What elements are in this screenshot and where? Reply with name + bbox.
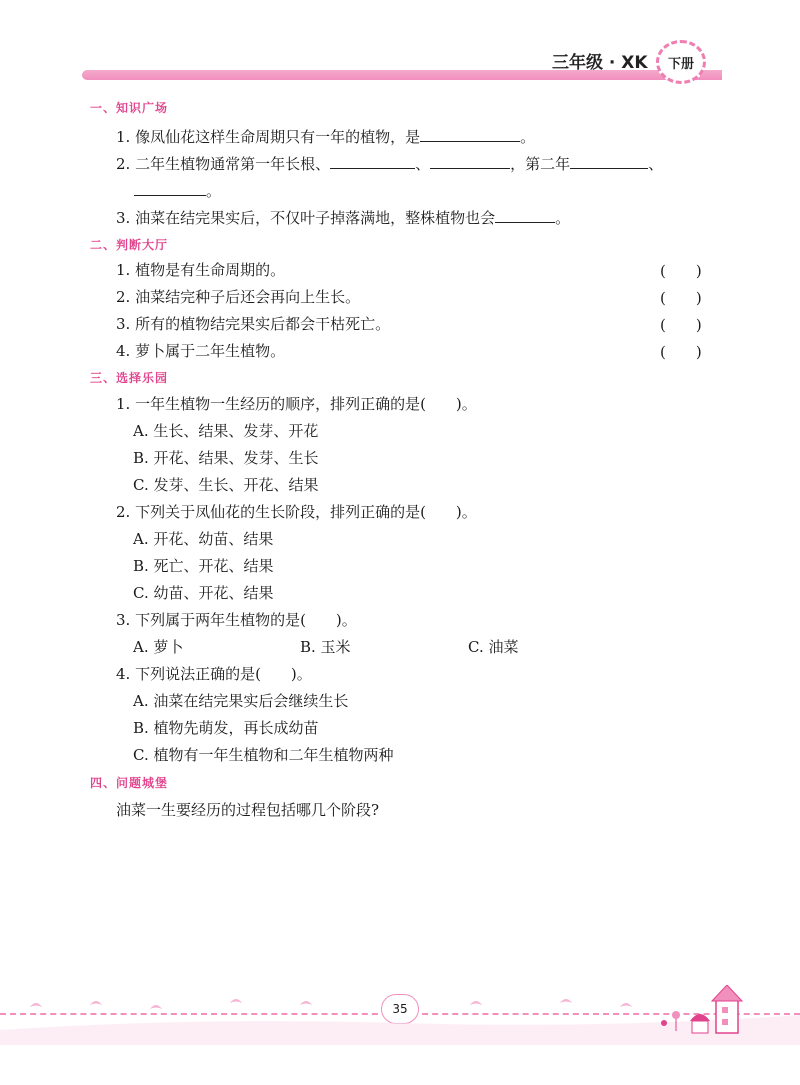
section-title-judge: 二、判断大厅 [90,238,169,252]
judge-answer-paren[interactable]: ( ) [660,262,702,280]
fill-q2-mid: ，第二年 [510,155,571,173]
fill-question-1 [116,126,535,147]
judge-answer-paren[interactable]: ( ) [660,289,702,307]
choice-option[interactable]: A. 萝卜 [133,638,184,656]
fill-blank[interactable] [330,153,415,169]
fill-blank[interactable] [430,153,510,169]
fill-blank[interactable] [495,207,555,223]
volume-badge [656,40,706,84]
fill-q1-text: 1. 像凤仙花这样生命周期只有一年的植物，是 [116,128,421,146]
page-number: 35 [381,994,419,1024]
judge-item-3: 3. 所有的植物结完果实后都会干枯死亡。 [116,315,391,333]
volume-label: 下册 [661,45,701,79]
fill-q1-end: 。 [520,128,536,146]
choice-option[interactable]: C. 油菜 [468,638,519,656]
fill-q3-text: 3. 油菜在结完果实后，不仅叶子掉落满地，整株植物也会 [116,209,496,227]
section-title-question: 四、问题城堡 [90,776,169,790]
choice-option[interactable]: C. 植物有一年生植物和二年生植物两种 [133,746,394,764]
choice-question-1: 1. 一年生植物一生经历的顺序，排列正确的是( )。 [116,395,477,413]
fill-q2-sep: 、 [648,155,664,173]
choice-option[interactable]: B. 玉米 [300,638,351,656]
fill-blank[interactable] [134,180,206,196]
choice-option[interactable]: B. 死亡、开花、结果 [133,557,274,575]
section-title-choice: 三、选择乐园 [90,371,169,385]
choice-option[interactable]: A. 开花、幼苗、结果 [133,530,274,548]
choice-question-2: 2. 下列关于凤仙花的生长阶段，排列正确的是( )。 [116,503,477,521]
footer-decoration [0,985,800,1045]
judge-item-1: 1. 植物是有生命周期的。 [116,261,286,279]
fill-question-3 [116,207,570,228]
fill-question-2-cont [134,180,221,201]
choice-option[interactable]: C. 幼苗、开花、结果 [133,584,274,602]
choice-option[interactable]: B. 开花、结果、发芽、生长 [133,449,319,467]
fill-q2-end: 。 [206,182,222,200]
judge-item-2: 2. 油菜结完种子后还会再向上生长。 [116,288,361,306]
fill-q3-end: 。 [555,209,571,227]
section-title-knowledge: 一、知识广场 [90,101,169,115]
judge-answer-paren[interactable]: ( ) [660,316,702,334]
open-question-1: 油菜一生要经历的过程包括哪几个阶段? [116,801,380,819]
choice-question-4: 4. 下列说法正确的是( )。 [116,665,312,683]
fill-q2-text: 2. 二年生植物通常第一年长根、 [116,155,331,173]
fill-q2-sep: 、 [415,155,431,173]
choice-option[interactable]: C. 发芽、生长、开花、结果 [133,476,319,494]
judge-answer-paren[interactable]: ( ) [660,343,702,361]
choice-option[interactable]: A. 油菜在结完果实后会继续生长 [133,692,349,710]
fill-blank[interactable] [420,126,520,142]
sprout-icon [30,999,632,1009]
choice-option[interactable]: A. 生长、结果、发芽、开花 [133,422,319,440]
fill-question-2 [116,153,663,174]
grade-label: 三年级 · XK [552,53,648,73]
choice-question-3: 3. 下列属于两年生植物的是( )。 [116,611,357,629]
judge-item-4: 4. 萝卜属于二年生植物。 [116,342,286,360]
fill-blank[interactable] [570,153,648,169]
choice-option[interactable]: B. 植物先萌发，再长成幼苗 [133,719,319,737]
